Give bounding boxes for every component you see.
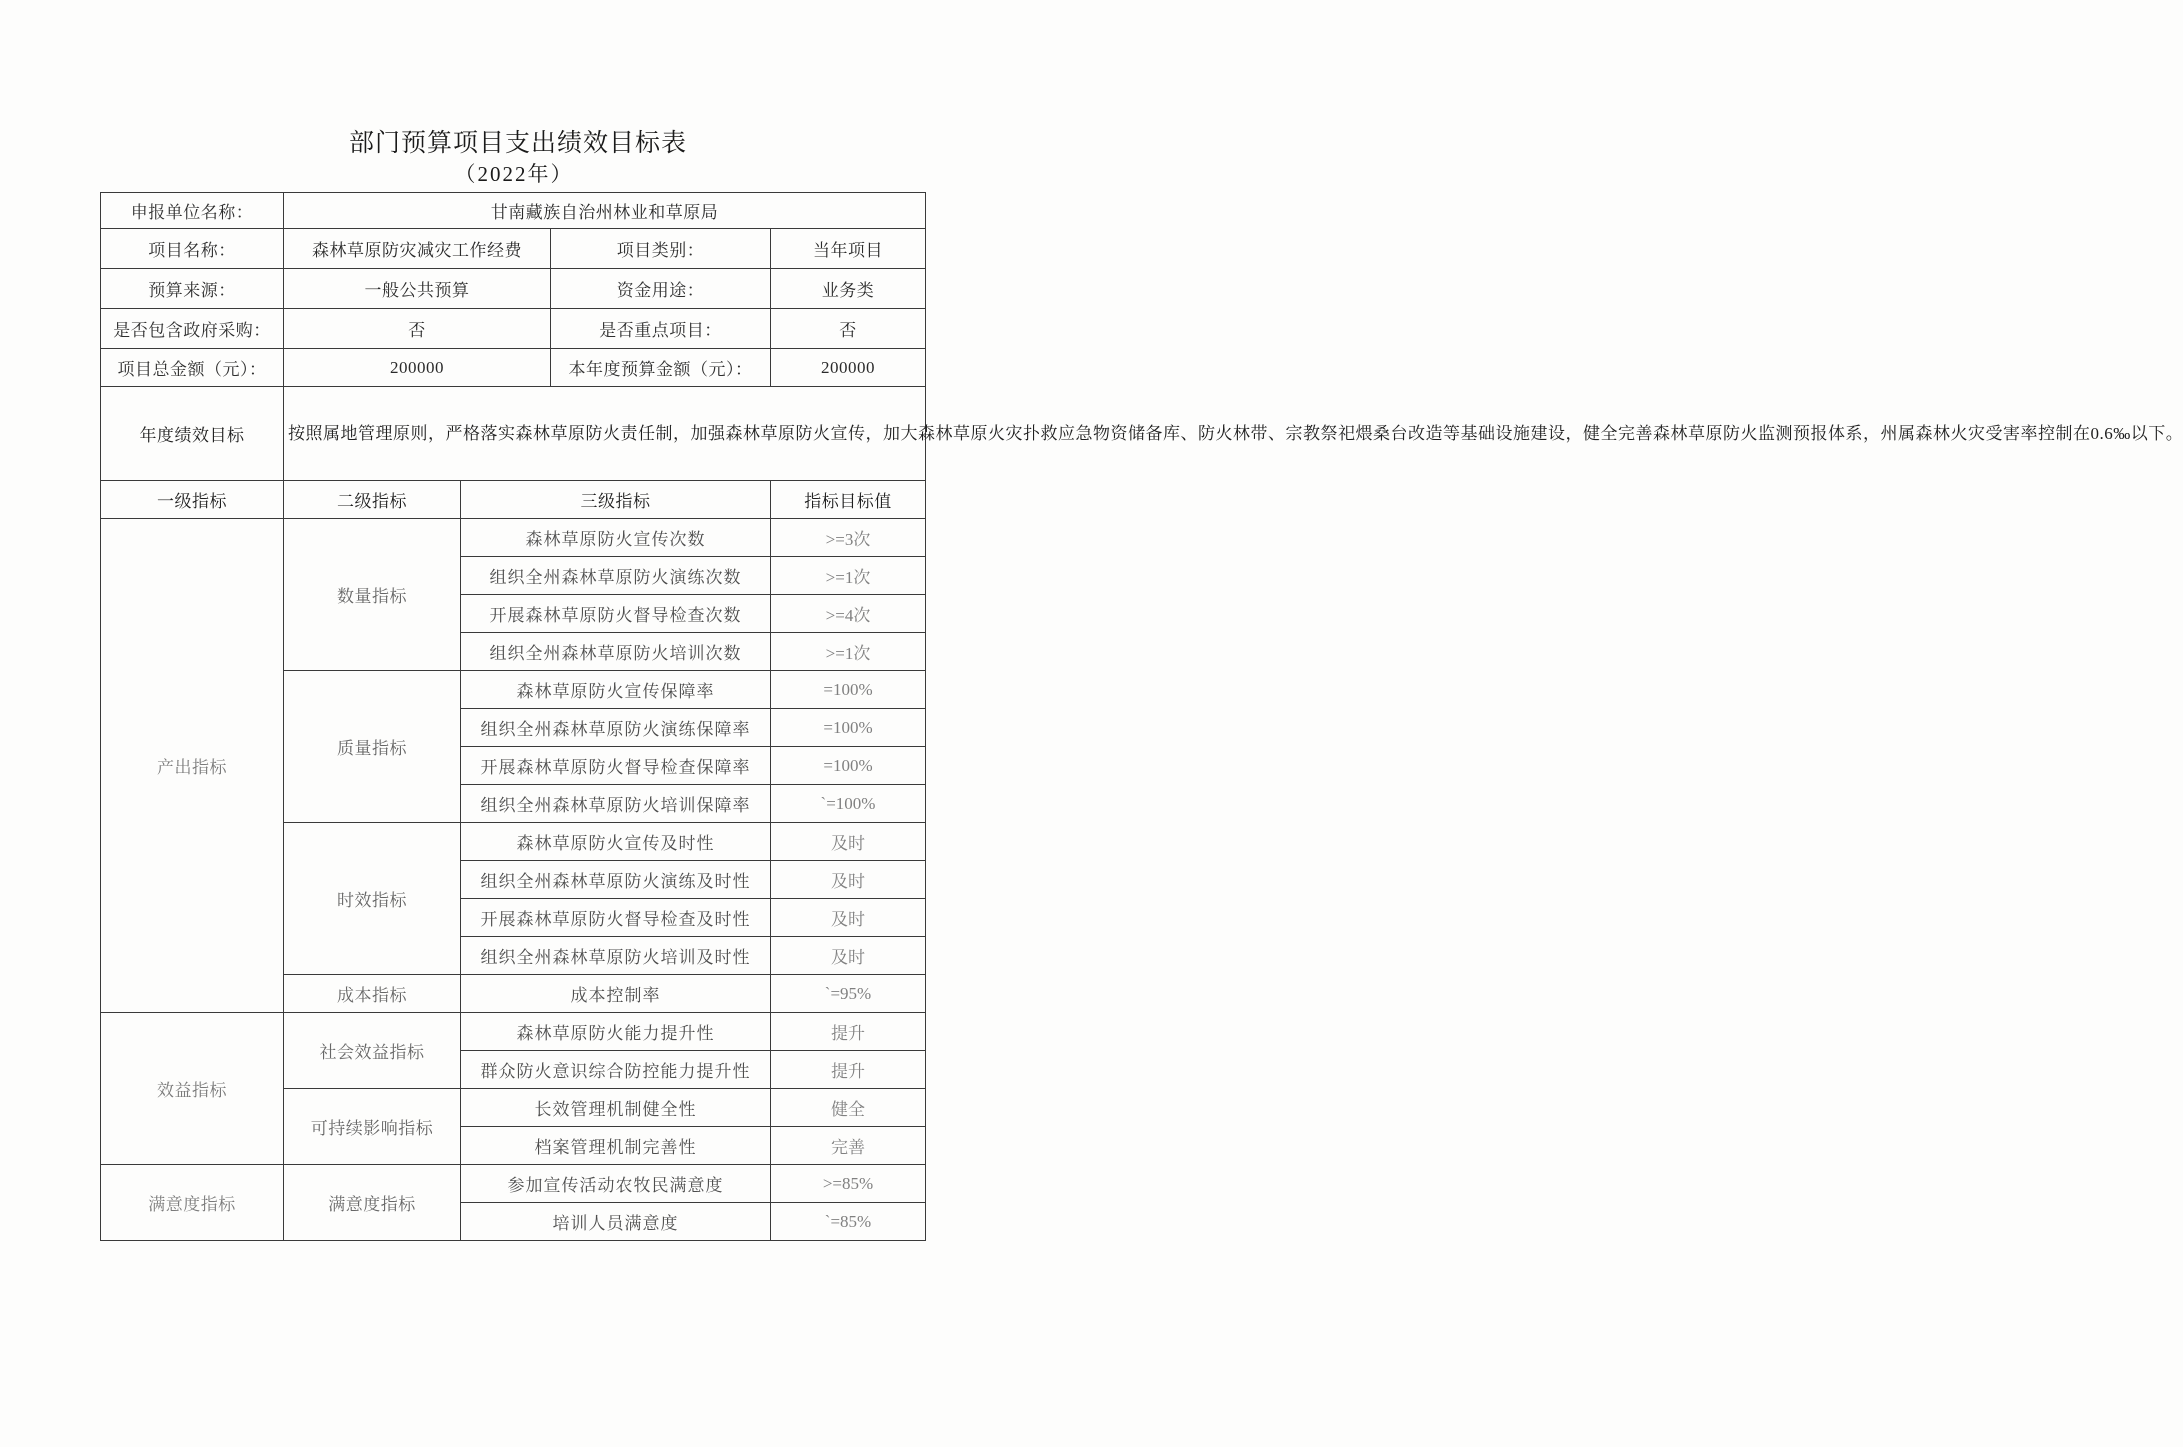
indicator-name: 组织全州森林草原防火培训保障率	[461, 785, 771, 823]
indicator-name: 组织全州森林草原防火演练次数	[461, 557, 771, 595]
indicator-name: 组织全州森林草原防火培训及时性	[461, 937, 771, 975]
header-level1: 一级指标	[101, 481, 284, 519]
fund-use-value: 业务类	[771, 269, 926, 309]
indicator-name: 开展森林草原防火督导检查及时性	[461, 899, 771, 937]
level2-timeliness: 时效指标	[284, 823, 461, 975]
indicator-target: 提升	[771, 1051, 926, 1089]
indicator-target: `=95%	[771, 975, 926, 1013]
indicator-target: `=100%	[771, 785, 926, 823]
indicator-target: 及时	[771, 937, 926, 975]
gov-procurement-value: 否	[284, 309, 551, 349]
indicator-header-row	[101, 481, 926, 519]
indicator-name: 长效管理机制健全性	[461, 1089, 771, 1127]
indicator-target: >=1次	[771, 557, 926, 595]
level1-satisfaction: 满意度指标	[101, 1165, 284, 1241]
applicant-row	[101, 193, 926, 229]
document-title: 部门预算项目支出绩效目标表	[348, 130, 687, 157]
budget-source-row	[101, 269, 926, 309]
header-level2: 二级指标	[284, 481, 461, 519]
procurement-row	[101, 309, 926, 349]
budget-source-label: 预算来源：	[101, 269, 284, 309]
project-category-value: 当年项目	[771, 229, 926, 269]
indicator-target: 及时	[771, 823, 926, 861]
indicator-name: 群众防火意识综合防控能力提升性	[461, 1051, 771, 1089]
level2-cost: 成本指标	[284, 975, 461, 1013]
key-project-label: 是否重点项目：	[551, 309, 771, 349]
indicator-target: 提升	[771, 1013, 926, 1051]
applicant-label: 申报单位名称：	[101, 193, 284, 229]
header-level3: 三级指标	[461, 481, 771, 519]
indicator-name: 组织全州森林草原防火培训次数	[461, 633, 771, 671]
annual-budget-label: 本年度预算金额（元）：	[551, 349, 771, 387]
key-project-value: 否	[771, 309, 926, 349]
level1-output: 产出指标	[101, 519, 284, 1013]
indicator-target: 及时	[771, 899, 926, 937]
project-name-value: 森林草原防灾减灾工作经费	[284, 229, 551, 269]
annual-goal-text: 按照属地管理原则，严格落实森林草原防火责任制，加强森林草原防火宣传，加大森林草原火灾扑救应急物资储备库、防火林带、宗教祭祀煨桑台改造等基础设施建设，健全完善森林草原防火监测预报体系，州属森林火灾受害率控制在0.6‰以下。	[284, 387, 926, 481]
indicator-name: 培训人员满意度	[461, 1203, 771, 1241]
indicator-row	[101, 519, 926, 557]
indicator-target: >=3次	[771, 519, 926, 557]
indicator-target: >=1次	[771, 633, 926, 671]
indicator-target: >=4次	[771, 595, 926, 633]
project-name-label: 项目名称：	[101, 229, 284, 269]
annual-goal-row	[101, 387, 926, 481]
level2-quantity: 数量指标	[284, 519, 461, 671]
indicator-name: 森林草原防火能力提升性	[461, 1013, 771, 1051]
applicant-value: 甘南藏族自治州林业和草原局	[284, 193, 926, 229]
indicator-target: >=85%	[771, 1165, 926, 1203]
level2-social-benefit: 社会效益指标	[284, 1013, 461, 1089]
indicator-row	[101, 1165, 926, 1203]
indicator-name: 森林草原防火宣传及时性	[461, 823, 771, 861]
indicator-row	[101, 1013, 926, 1051]
indicator-target: 完善	[771, 1127, 926, 1165]
indicator-target: `=85%	[771, 1203, 926, 1241]
performance-goal-table	[100, 192, 2183, 1241]
budget-source-value: 一般公共预算	[284, 269, 551, 309]
indicator-name: 组织全州森林草原防火演练及时性	[461, 861, 771, 899]
indicator-name: 森林草原防火宣传次数	[461, 519, 771, 557]
indicator-name: 开展森林草原防火督导检查次数	[461, 595, 771, 633]
header-target-value: 指标目标值	[771, 481, 926, 519]
indicator-name: 档案管理机制完善性	[461, 1127, 771, 1165]
indicator-target: 健全	[771, 1089, 926, 1127]
document-subtitle: （2022年）	[454, 162, 574, 186]
fund-use-label: 资金用途：	[551, 269, 771, 309]
indicator-name: 森林草原防火宣传保障率	[461, 671, 771, 709]
annual-goal-label: 年度绩效目标	[101, 387, 284, 481]
indicator-name: 成本控制率	[461, 975, 771, 1013]
indicator-target: =100%	[771, 747, 926, 785]
amount-row	[101, 349, 926, 387]
indicator-name: 组织全州森林草原防火演练保障率	[461, 709, 771, 747]
annual-budget-value: 200000	[771, 349, 926, 387]
total-amount-label: 项目总金额（元）：	[101, 349, 284, 387]
gov-procurement-label: 是否包含政府采购：	[101, 309, 284, 349]
total-amount-value: 200000	[284, 349, 551, 387]
indicator-target: =100%	[771, 709, 926, 747]
indicator-target: =100%	[771, 671, 926, 709]
indicator-name: 参加宣传活动农牧民满意度	[461, 1165, 771, 1203]
level2-quality: 质量指标	[284, 671, 461, 823]
level2-sustainable-impact: 可持续影响指标	[284, 1089, 461, 1165]
level1-benefit: 效益指标	[101, 1013, 284, 1165]
indicator-name: 开展森林草原防火督导检查保障率	[461, 747, 771, 785]
level2-satisfaction: 满意度指标	[284, 1165, 461, 1241]
project-category-label: 项目类别：	[551, 229, 771, 269]
project-name-row	[101, 229, 926, 269]
indicator-target: 及时	[771, 861, 926, 899]
